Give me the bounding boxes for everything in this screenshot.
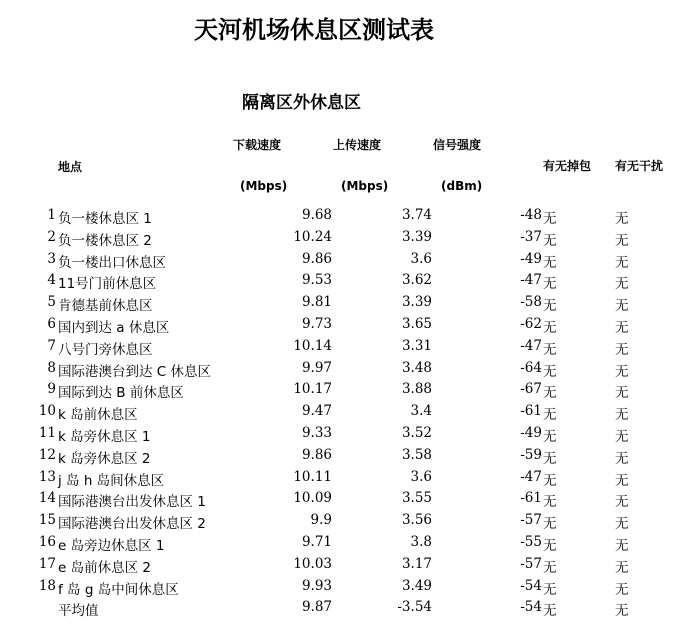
row-location: e 岛前休息区 2 [58,559,151,576]
row-download: 9.93 [301,577,332,594]
row-download: 10.03 [293,555,332,572]
row-index: 16 [38,533,56,550]
row-location: 负一楼出口休息区 [58,254,166,271]
row-upload: 3.52 [401,424,432,441]
row-index: 13 [38,468,56,485]
row-index: 10 [38,403,56,420]
row-signal: -59 [520,446,542,463]
row-download: 10.24 [293,228,332,245]
row-location: 国际港澳台到达 C 休息区 [58,363,212,380]
table-row [0,227,681,249]
row-upload: 3.48 [401,359,432,376]
row-interference: 无 [615,516,629,533]
row-location: j 岛 h 岛间休息区 [58,472,165,489]
row-location: f 岛 g 岛中间休息区 [58,581,179,598]
row-location: 负一楼休息区 2 [58,232,152,249]
table-row [0,249,681,271]
row-location: 国际港澳台出发休息区 1 [58,494,206,511]
row-index: 7 [47,337,56,354]
table-row [0,532,681,554]
header-signal-unit: (dBm) [441,179,483,193]
row-index: 1 [47,207,56,223]
row-location: e 岛旁边休息区 1 [58,537,165,554]
row-upload: 3.62 [401,272,432,289]
average-download: 9.87 [301,599,332,616]
row-dropout: 无 [543,516,557,533]
table-row [0,488,681,510]
row-upload: 3.49 [401,577,432,594]
row-index: 6 [47,315,56,332]
row-dropout: 无 [543,494,557,511]
section-title: 隔离区外休息区 [242,93,361,113]
table-row [0,467,681,489]
row-signal: -61 [520,403,542,420]
row-download: 9.73 [301,315,332,332]
row-signal: -58 [520,294,542,311]
row-upload: 3.88 [401,381,432,398]
average-label: 平均值 [58,603,99,620]
average-row [0,597,681,619]
row-interference: 无 [615,385,629,402]
row-upload: 3.4 [410,403,432,420]
header-signal: 信号强度 [433,138,482,152]
row-signal: -57 [520,512,542,529]
average-upload: -3.54 [397,599,432,616]
row-signal: -47 [520,337,542,354]
row-signal: -47 [520,468,542,485]
table-row [0,401,681,423]
row-signal: -47 [520,272,542,289]
row-dropout: 无 [543,254,557,271]
row-upload: 3.6 [410,468,432,485]
row-index: 14 [38,490,56,507]
table-row [0,554,681,576]
row-index: 4 [47,272,56,289]
row-download: 10.09 [293,490,332,507]
row-download: 10.17 [293,381,332,398]
row-dropout: 无 [543,450,557,467]
table-row [0,314,681,336]
row-location: k 岛旁休息区 2 [58,450,151,467]
row-interference: 无 [615,407,629,424]
row-signal: -37 [520,228,542,245]
average-interference: 无 [615,603,629,620]
row-dropout: 无 [543,319,557,336]
row-upload: 3.39 [401,294,432,311]
row-download: 10.11 [293,468,332,485]
row-index: 2 [47,228,56,245]
row-interference: 无 [615,472,629,489]
row-signal: -49 [520,250,542,267]
row-interference: 无 [615,319,629,336]
row-location: 国际港澳台出发休息区 2 [58,516,206,533]
table-row [0,270,681,292]
row-upload: 3.65 [401,315,432,332]
row-interference: 无 [615,276,629,293]
row-download: 9.86 [301,446,332,463]
header-upload: 上传速度 [333,138,382,152]
row-upload: 3.58 [401,446,432,463]
header-dropout: 有无掉包 [543,159,592,173]
row-interference: 无 [615,581,629,598]
row-upload: 3.17 [401,555,432,572]
table-row [0,510,681,532]
row-signal: -67 [520,381,542,398]
row-signal: -62 [520,315,542,332]
row-location: 八号门旁休息区 [58,341,153,358]
row-index: 18 [38,577,56,594]
row-index: 9 [47,381,56,398]
table-row [0,576,681,598]
row-interference: 无 [615,450,629,467]
row-location: 国际到达 B 前休息区 [58,385,184,402]
average-signal: -54 [520,599,542,616]
row-dropout: 无 [543,559,557,576]
row-upload: 3.56 [401,512,432,529]
row-dropout: 无 [543,341,557,358]
row-upload: 3.39 [401,228,432,245]
row-download: 9.86 [301,250,332,267]
row-location: 国内到达 a 休息区 [58,319,170,336]
row-index: 12 [38,446,56,463]
page-title: 天河机场休息区测试表 [194,16,434,44]
table-row [0,358,681,380]
row-location: 11号门前休息区 [58,276,157,293]
row-dropout: 无 [543,385,557,402]
header-download: 下载速度 [233,138,282,152]
row-dropout: 无 [543,428,557,445]
row-download: 9.9 [310,512,332,529]
data-table [0,205,681,619]
row-download: 10.14 [293,337,332,354]
row-interference: 无 [615,298,629,315]
row-upload: 3.55 [401,490,432,507]
row-signal: -61 [520,490,542,507]
row-upload: 3.74 [401,207,432,223]
row-download: 9.97 [301,359,332,376]
row-download: 9.53 [301,272,332,289]
header-download-unit: (Mbps) [240,179,288,193]
header-interference: 有无干扰 [615,159,664,173]
row-dropout: 无 [543,472,557,489]
table-row [0,423,681,445]
row-interference: 无 [615,254,629,271]
row-index: 15 [38,512,56,529]
row-dropout: 无 [543,581,557,598]
table-row [0,205,681,227]
row-upload: 3.6 [410,250,432,267]
header-location: 地点 [58,160,83,174]
row-signal: -49 [520,424,542,441]
row-download: 9.47 [301,403,332,420]
row-download: 9.71 [301,533,332,550]
row-index: 5 [47,294,56,311]
row-interference: 无 [615,494,629,511]
row-signal: -64 [520,359,542,376]
row-interference: 无 [615,428,629,445]
row-dropout: 无 [543,232,557,249]
row-interference: 无 [615,211,629,227]
row-dropout: 无 [543,276,557,293]
row-upload: 3.8 [410,533,432,550]
row-index: 3 [47,250,56,267]
row-dropout: 无 [543,363,557,380]
header-upload-unit: (Mbps) [341,179,389,193]
row-signal: -54 [520,577,542,594]
row-signal: -55 [520,533,542,550]
row-dropout: 无 [543,298,557,315]
row-dropout: 无 [543,537,557,554]
row-location: k 岛前休息区 [58,407,138,424]
table-row [0,445,681,467]
table-row [0,336,681,358]
row-interference: 无 [615,232,629,249]
row-upload: 3.31 [401,337,432,354]
row-signal: -48 [520,207,542,223]
row-download: 9.81 [301,294,332,311]
average-dropout: 无 [543,603,557,620]
row-dropout: 无 [543,407,557,424]
row-interference: 无 [615,559,629,576]
row-download: 9.33 [301,424,332,441]
row-interference: 无 [615,363,629,380]
row-download: 9.68 [301,207,332,223]
row-location: 负一楼休息区 1 [58,211,152,227]
table-row [0,292,681,314]
row-index: 11 [38,424,56,441]
row-index: 17 [38,555,56,572]
table-row [0,379,681,401]
row-location: 肯德基前休息区 [58,298,153,315]
row-signal: -57 [520,555,542,572]
row-interference: 无 [615,341,629,358]
row-location: k 岛旁休息区 1 [58,428,151,445]
row-interference: 无 [615,537,629,554]
row-index: 8 [47,359,56,376]
row-dropout: 无 [543,211,557,227]
